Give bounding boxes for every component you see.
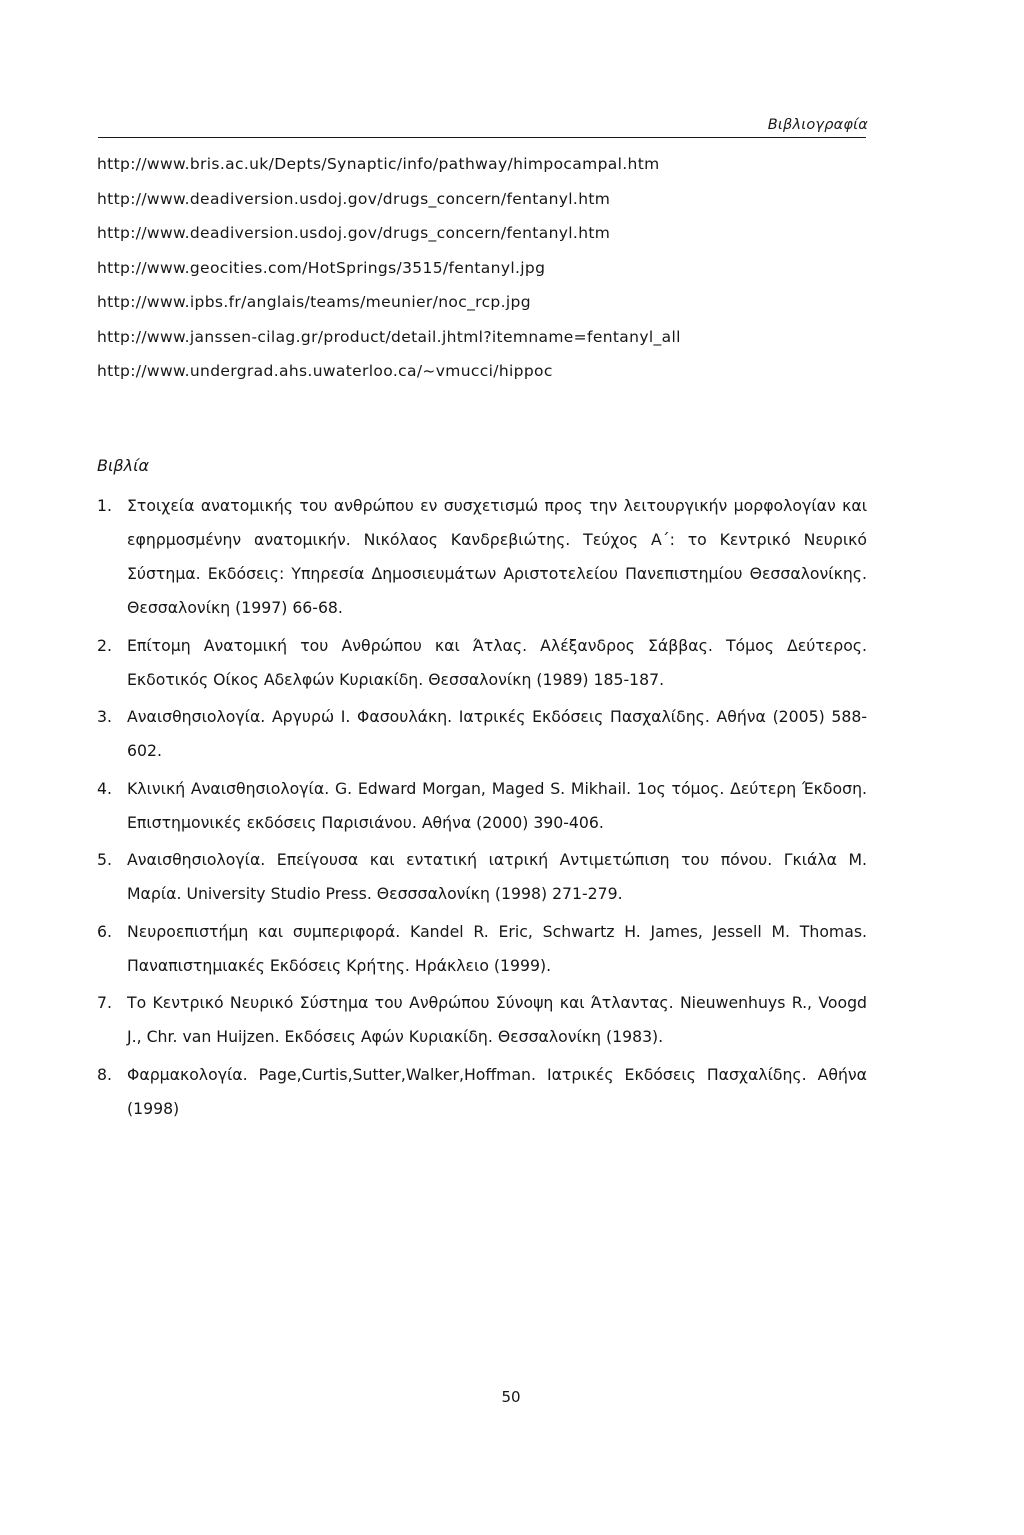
reference-number: 1. [97,496,112,515]
reference-number: 2. [97,635,112,655]
reference-number: 8. [97,1064,112,1084]
reference-text: Αναισθησιολογία. Αργυρώ Ι. Φασουλάκη. Ιατρικές Εκδόσεις Πασχαλίδης. Αθήνα (2005) 588-602. [127,707,867,760]
reference-text: Κλινική Αναισθησιολογία. G. Edward Morgan, Maged S. Mikhail. 1ος τόμος. Δεύτερη Έκδοση. Επιστημονικές εκδόσεις Παρισιάνου. Αθήνα (2000) 390-406. [127,778,867,832]
web-reference: http://www.deadiversion.usdoj.gov/drugs_concern/fentanyl.htm [97,224,611,242]
reference-number: 5. [97,850,112,869]
book-reference [97,986,867,1054]
book-reference [97,843,867,911]
page-number [0,1388,1024,1406]
reference-number: 4. [97,778,112,798]
reference-text: Φαρμακολογία. Page,Curtis,Sutter,Walker,Hoffman. Ιατρικές Εκδόσεις Πασχαλίδης. Αθήνα (1998) [127,1064,867,1118]
page-number-text: 50 [501,1388,521,1406]
reference-text: Αναισθησιολογία. Επείγουσα και εντατική ιατρική Αντιμετώπιση του πόνου. Γκιάλα Μ. Μαρία. University Studio Press. Θεσσσαλονίκη (1998) 271-279. [127,850,867,903]
reference-text: Το Κεντρικό Νευρικό Σύστημα του Ανθρώπου Σύνοψη και Άτλαντας. Nieuwenhuys R., Voogd J., Chr. van Huijzen. Εκδόσεις Αφών Κυριακίδη. Θεσσαλονίκη (1983). [127,993,867,1046]
books-section-title: Βιβλία [97,456,150,475]
reference-number: 7. [97,993,112,1012]
web-reference: http://www.geocities.com/HotSprings/3515/fentanyl.jpg [97,258,546,277]
web-reference: http://www.deadiversion.usdoj.gov/drugs_concern/fentanyl.htm [97,189,611,208]
reference-number: 6. [97,921,112,941]
web-reference: http://www.ipbs.fr/anglais/teams/meunier/noc_rcp.jpg [97,293,531,311]
web-references-list [97,155,681,397]
header-rule [98,137,866,138]
book-references-list [97,489,867,1129]
reference-text: Επίτομη Ανατομική του Ανθρώπου και Άτλας. Αλέξανδρος Σάββας. Τόμος Δεύτερος. Εκδοτικός Οίκος Αδελφών Κυριακίδη. Θεσσαλονίκη (1989) 185-187. [127,635,867,689]
book-reference [97,700,867,768]
reference-number: 3. [97,707,112,726]
running-header-title: Βιβλιογραφία [767,117,868,133]
reference-text: Νευροεπιστήμη και συμπεριφορά. Kandel R. Eric, Schwartz H. James, Jessell M. Thomas. Παναπιστημιακές Εκδόσεις Κρήτης. Ηράκλειο (1999). [127,921,867,975]
book-reference [97,1058,867,1126]
book-reference [97,489,867,625]
reference-text: Στοιχεία ανατομικής του ανθρώπου εν συσχετισμώ προς την λειτουργικήν μορφολογίαν και εφηρμοσμένην ανατομικήν. Νικόλαος Κανδρεβιώτης. Τεύχος Α΄: το Κεντρικό Νευρικό Σύστημα. Εκδόσεις: Υπηρεσία Δημοσιευμάτων Αριστοτελείου Πανεπιστημίου Θεσσαλονίκης. Θεσσαλονίκη (1997) 66-68. [127,496,867,617]
web-reference: http://www.undergrad.ahs.uwaterloo.ca/~vmucci/hippoc [97,362,553,380]
web-reference: http://www.bris.ac.uk/Depts/Synaptic/info/pathway/himpocampal.htm [97,155,660,173]
book-reference [97,629,867,697]
book-reference [97,915,867,983]
book-reference [97,772,867,840]
web-reference: http://www.janssen-cilag.gr/product/detail.jhtml?itemname=fentanyl_all [97,327,681,346]
